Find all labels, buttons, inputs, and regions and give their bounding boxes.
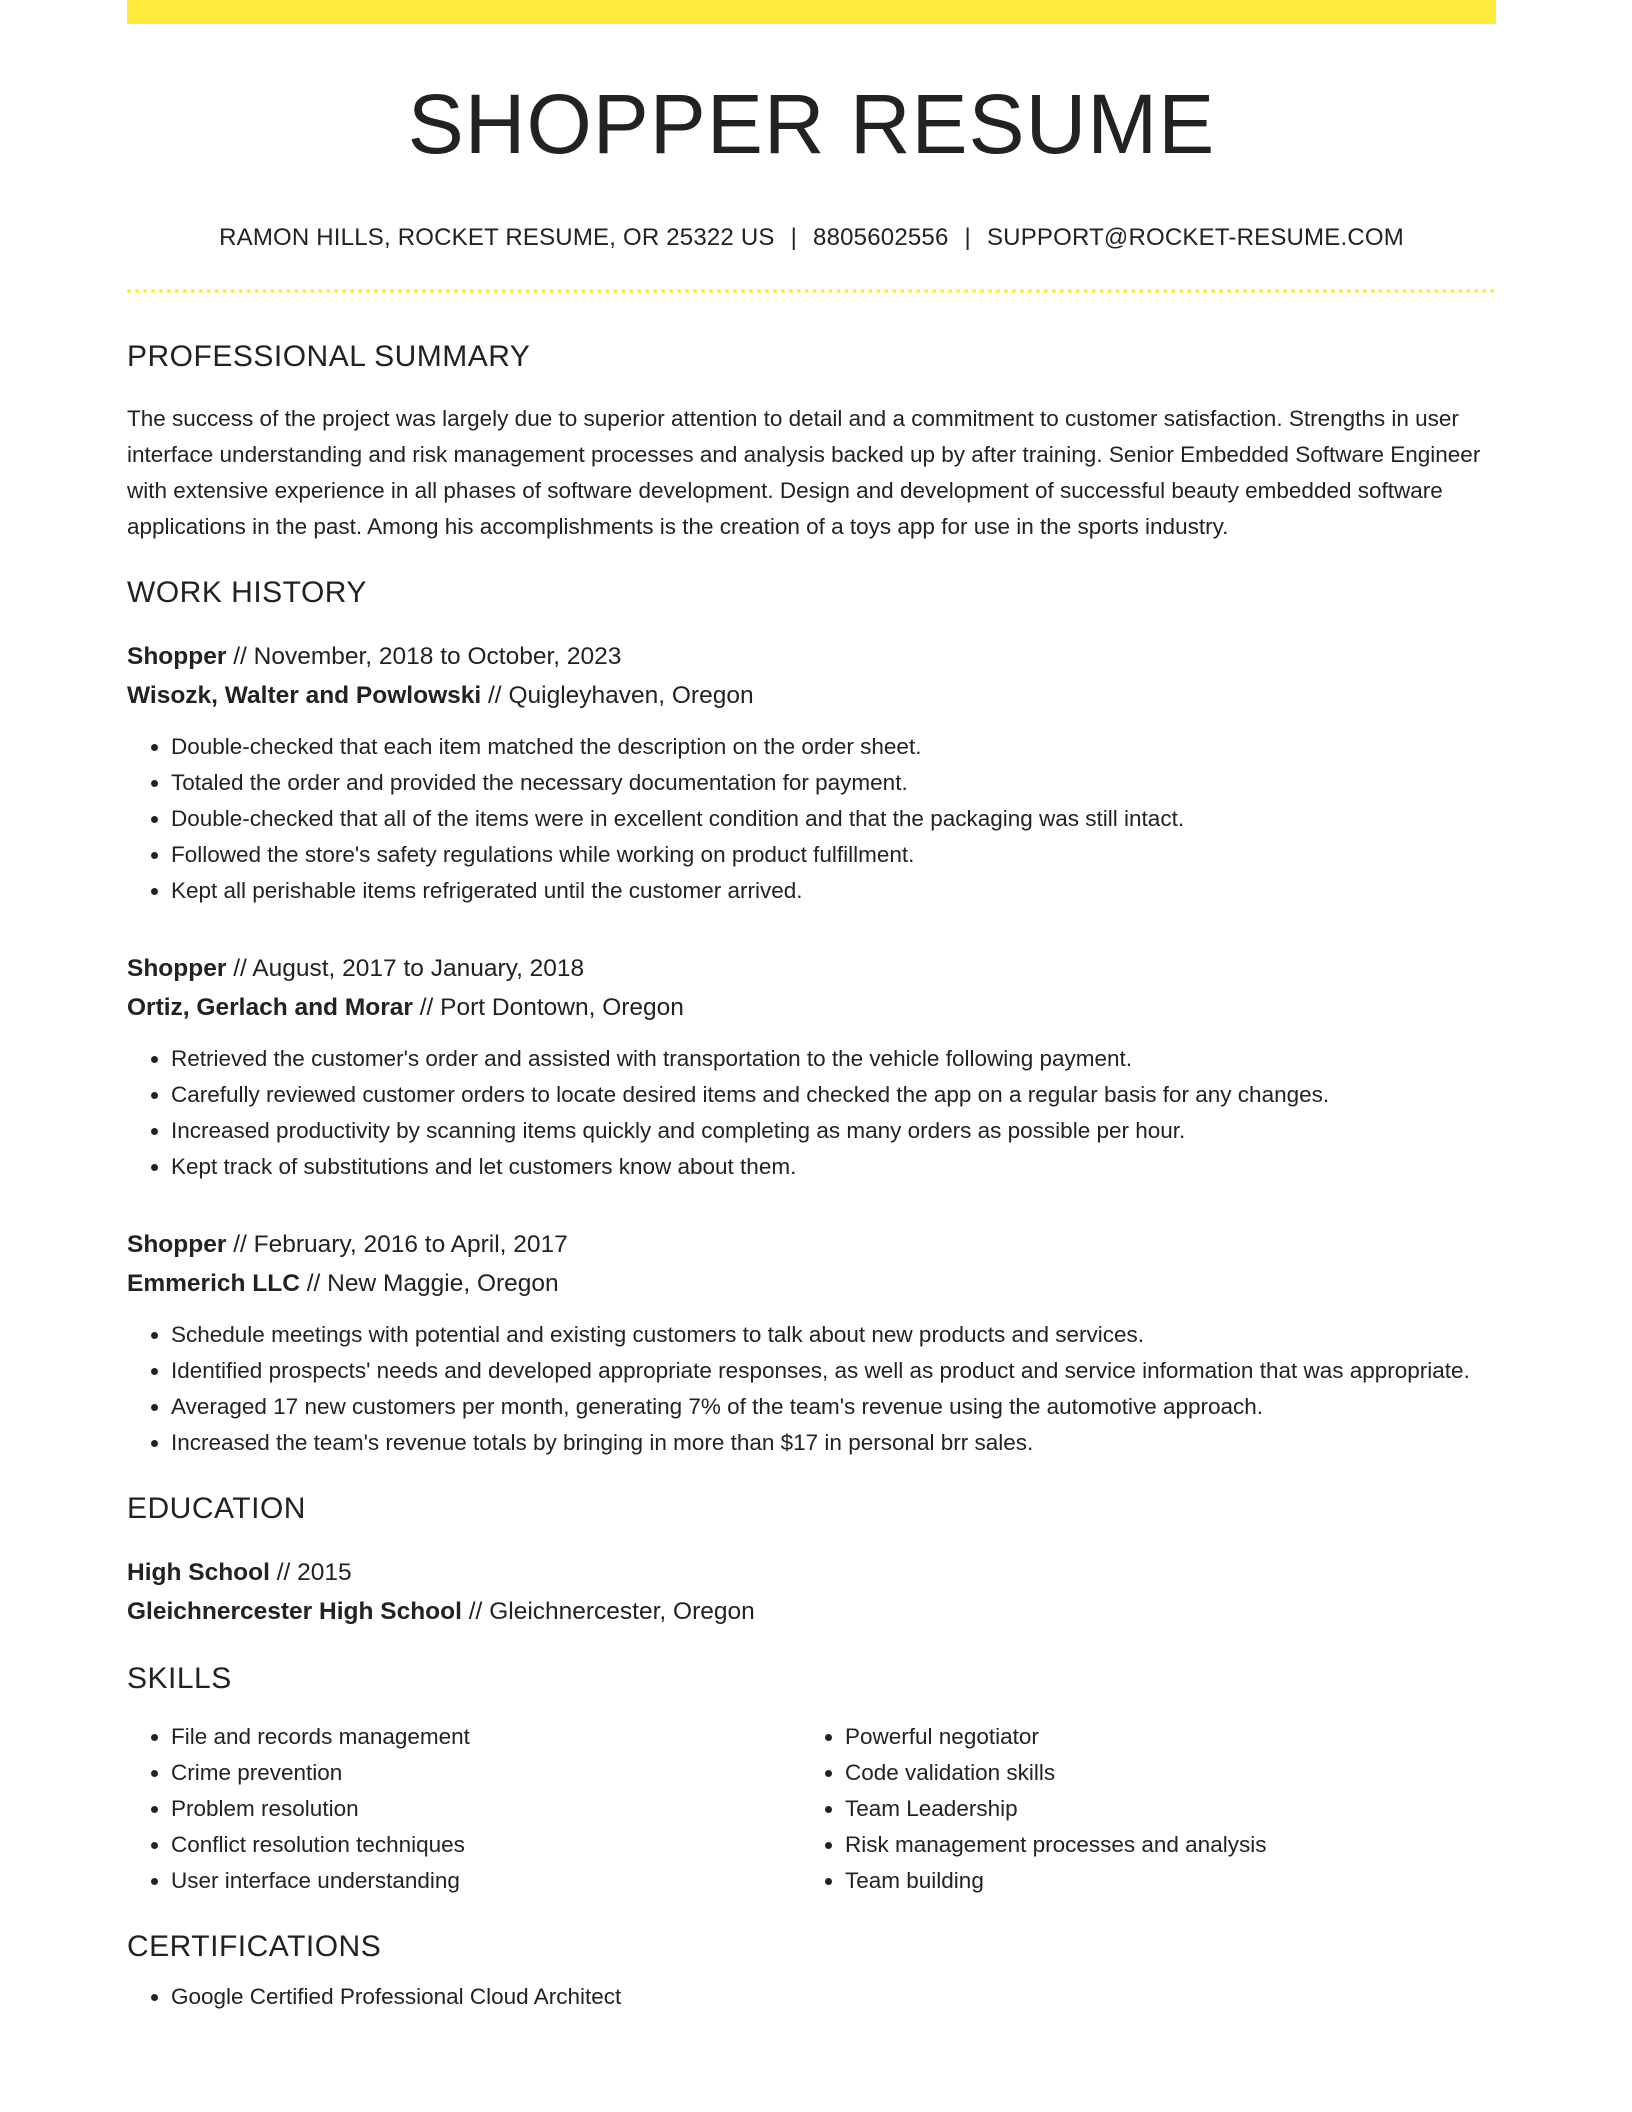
job-bullet: • Kept track of substitutions and let customers know about them. bbox=[171, 1149, 1496, 1185]
job-role: Shopper bbox=[127, 954, 227, 982]
skill-item: • Risk management processes and analysis bbox=[845, 1827, 1475, 1863]
education-entry bbox=[127, 1553, 1496, 1631]
dotted-divider bbox=[127, 289, 1496, 293]
job-dates: November, 2018 to October, 2023 bbox=[253, 642, 622, 670]
job-bullet: • Increased productivity by scanning items quickly and completing as many orders as possible per hour. bbox=[171, 1113, 1496, 1149]
job-bullet: • Identified prospects' needs and developed appropriate responses, as well as product and service information that was appropriate. bbox=[171, 1353, 1496, 1389]
job-separator: // bbox=[233, 642, 247, 670]
skill-item: • Code validation skills bbox=[845, 1755, 1475, 1791]
job-bullet: • Followed the store's safety regulations while working on product fulfillment. bbox=[171, 837, 1496, 873]
resume-page bbox=[127, 0, 1496, 2015]
job-bullet: • Averaged 17 new customers per month, generating 7% of the team's revenue using the automotive approach. bbox=[171, 1389, 1496, 1425]
contact-phone: 8805602556 bbox=[813, 224, 949, 252]
job-location: New Maggie, Oregon bbox=[327, 1269, 559, 1297]
job-role: Shopper bbox=[127, 1230, 227, 1258]
education-heading: EDUCATION bbox=[127, 1491, 306, 1525]
skills-list-left bbox=[127, 1719, 801, 1899]
education-location: Gleichnercester, Oregon bbox=[489, 1597, 755, 1625]
work-history-heading: WORK HISTORY bbox=[127, 575, 367, 609]
job-bullet: • Carefully reviewed customer orders to locate desired items and checked the app on a regular basis for any changes. bbox=[171, 1077, 1496, 1113]
summary-text: The success of the project was largely due to superior attention to detail and a commitment to customer satisfaction. Strengths in user interface understanding and risk management processes and analysis backed up by after training. Senior Embedded Software Engineer with extensive experience in all phases of software development. Design and development of successful beauty embedded software applications in the past. Among his accomplishments is the creation of a toys app for use in the sports industry. bbox=[127, 405, 1481, 539]
job-company: Ortiz, Gerlach and Morar bbox=[127, 993, 413, 1021]
skill-item: • Team building bbox=[845, 1863, 1475, 1899]
contact-separator: | bbox=[790, 224, 798, 252]
job-company-line bbox=[127, 988, 1496, 1027]
job-role-line bbox=[127, 1225, 1496, 1264]
skills-heading: SKILLS bbox=[127, 1661, 232, 1695]
job-company: Emmerich LLC bbox=[127, 1269, 300, 1297]
job-separator: // bbox=[233, 954, 247, 982]
education-separator: // bbox=[276, 1558, 291, 1586]
education-school: Gleichnercester High School bbox=[127, 1597, 462, 1625]
job-bullets bbox=[127, 729, 1496, 909]
job-bullets bbox=[127, 1041, 1496, 1185]
job-role: Shopper bbox=[127, 642, 227, 670]
skill-item: • Team Leadership bbox=[845, 1791, 1475, 1827]
skill-item: • Conflict resolution techniques bbox=[171, 1827, 801, 1863]
job-separator: // bbox=[419, 993, 434, 1021]
skill-item: • File and records management bbox=[171, 1719, 801, 1755]
job-bullet: • Kept all perishable items refrigerated until the customer arrived. bbox=[171, 873, 1496, 909]
education-school-line bbox=[127, 1592, 1496, 1631]
job-company: Wisozk, Walter and Powlowski bbox=[127, 681, 482, 709]
job-entry bbox=[127, 1225, 1496, 1461]
certifications-heading: CERTIFICATIONS bbox=[127, 1929, 382, 1963]
job-separator: // bbox=[233, 1230, 247, 1258]
top-accent-bar bbox=[127, 0, 1496, 24]
job-separator: // bbox=[488, 681, 502, 709]
job-bullet: • Retrieved the customer's order and assisted with transportation to the vehicle following payment. bbox=[171, 1041, 1496, 1077]
job-bullet: • Increased the team's revenue totals by bringing in more than $17 in personal brr sales. bbox=[171, 1425, 1496, 1461]
job-dates: August, 2017 to January, 2018 bbox=[252, 954, 585, 982]
skill-item: • User interface understanding bbox=[171, 1863, 801, 1899]
job-role-line bbox=[127, 637, 1496, 676]
job-bullet: • Totaled the order and provided the necessary documentation for payment. bbox=[171, 765, 1496, 801]
job-separator: // bbox=[306, 1269, 321, 1297]
education-separator: // bbox=[468, 1597, 483, 1625]
job-location: Port Dontown, Oregon bbox=[440, 993, 684, 1021]
job-bullets bbox=[127, 1317, 1496, 1461]
job-bullet: • Double-checked that each item matched the description on the order sheet. bbox=[171, 729, 1496, 765]
job-location: Quigleyhaven, Oregon bbox=[508, 681, 754, 709]
contact-email: SUPPORT@ROCKET-RESUME.COM bbox=[986, 224, 1404, 252]
skills-grid bbox=[127, 1719, 1496, 1899]
certifications-list bbox=[127, 1979, 1496, 2015]
skill-item: • Powerful negotiator bbox=[845, 1719, 1475, 1755]
job-entry bbox=[127, 949, 1496, 1185]
education-year: 2015 bbox=[297, 1558, 352, 1586]
contact-separator: | bbox=[964, 224, 971, 252]
certification-item: • Google Certified Professional Cloud Architect bbox=[171, 1979, 1496, 2015]
education-degree-line bbox=[127, 1553, 1496, 1592]
contact-address: RAMON HILLS, ROCKET RESUME, OR 25322 US bbox=[219, 224, 775, 252]
job-dates: February, 2016 to April, 2017 bbox=[253, 1230, 568, 1258]
skill-item: • Crime prevention bbox=[171, 1755, 801, 1791]
summary-heading: PROFESSIONAL SUMMARY bbox=[127, 339, 531, 373]
contact-line bbox=[127, 224, 1496, 253]
job-company-line bbox=[127, 676, 1496, 715]
resume-title: SHOPPER RESUME bbox=[407, 77, 1216, 171]
job-role-line bbox=[127, 949, 1496, 988]
job-bullet: • Schedule meetings with potential and existing customers to talk about new products and services. bbox=[171, 1317, 1496, 1353]
job-bullet: • Double-checked that all of the items were in excellent condition and that the packaging was still intact. bbox=[171, 801, 1496, 837]
job-company-line bbox=[127, 1264, 1496, 1303]
skill-item: • Problem resolution bbox=[171, 1791, 801, 1827]
job-entry bbox=[127, 637, 1496, 909]
education-degree: High School bbox=[127, 1558, 270, 1586]
skills-list-right bbox=[801, 1719, 1475, 1899]
